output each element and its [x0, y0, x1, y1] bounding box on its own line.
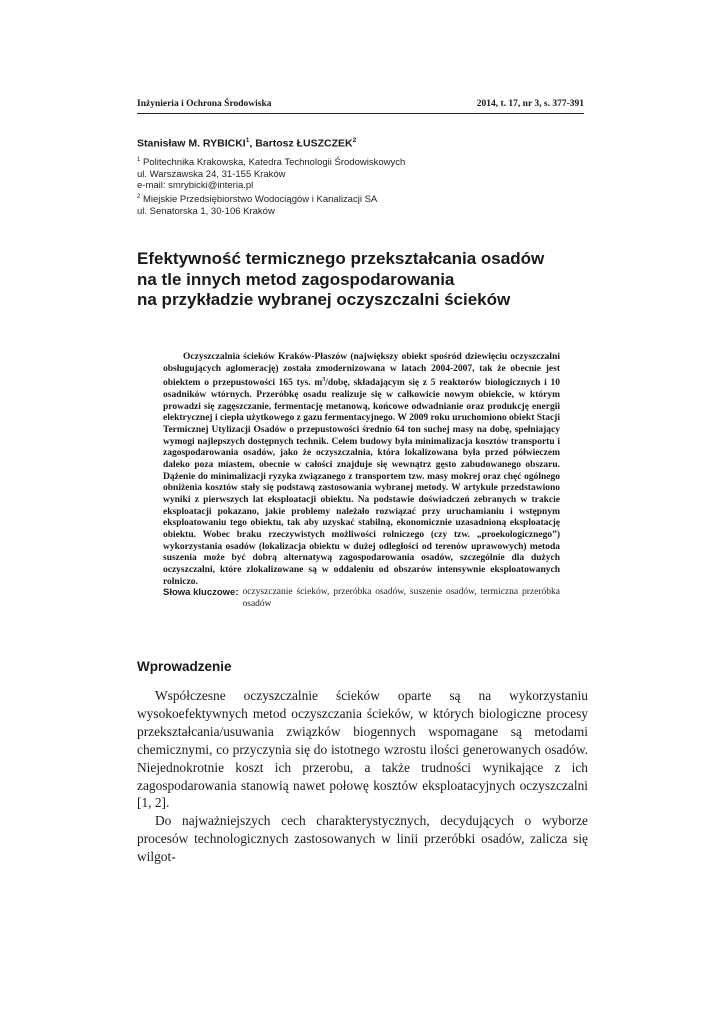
affiliation-email: e-mail: smrybicki@interia.pl [137, 180, 254, 192]
running-header [137, 99, 584, 109]
affiliation-mark: 1 [137, 157, 141, 163]
journal-name: Inżynieria i Ochrona Środowiska [137, 99, 272, 109]
author-name: Stanisław M. RYBICKI [137, 137, 246, 150]
header-rule [137, 113, 584, 114]
abstract [163, 352, 560, 588]
keywords-text: oczyszczanie ścieków, przeróbka osadów, suszenie osadów, termiczna przeróbka osadów [242, 587, 560, 609]
title-line: na tle innych metod zagospodarowania [137, 269, 455, 289]
affiliation-line: $^1$ Politechnika Krakowska, Katedra Technologii Środowiskowych [137, 157, 406, 169]
body-paragraph: Do najważniejszych cech charakterystycznych, decydujących o wyborze procesów technologicznych zastosowanych w linii przeróbki osadów, zalicza się wilgot- [137, 813, 588, 865]
affiliations [137, 155, 405, 217]
affiliation-mark: 2 [137, 193, 141, 200]
affiliation-line: ul. Warszawska 24, 31-155 Kraków [137, 168, 286, 180]
abstract-superscript: 3 [322, 377, 326, 384]
affiliation-line: ul. Senatorska 1, 30-106 Kraków [137, 205, 275, 217]
keywords [163, 587, 560, 610]
title-line: na przykładzie wybranej oczyszczalni ścieków [137, 290, 511, 309]
author-line [137, 137, 356, 150]
author-affiliation-mark: 1 [245, 137, 250, 144]
author-name: Bartosz ŁUSZCZEK [255, 137, 353, 150]
journal-citation: 2014, t. 17, nr 3, s. 377-391 [476, 99, 584, 109]
section-heading: Wprowadzenie [137, 659, 232, 674]
paper-title [137, 249, 597, 311]
author-separator: , [249, 137, 256, 150]
abstract-text: /dobę, składającym się z 5 reaktorów biologicznych i 10 osadników wtórnych. Przeróbkę osadu realizuje się w całkowicie nowym obiekcie, w którym prowadzi się zagęszczanie, fermentację metanową, końcowe odwadnianie oraz produkcję energii elektrycznej i ciepła użytkowego z gazu fermentacyjnego. W 2009 roku uruchomiono obiekt Stacji Termicznej Utylizacji Osadów o przepustowości średnio 64 ton suchej masy na dobę, spełniający wymogi najlepszych dostępnych technik. Celem budowy była minimalizacja kosztów transportu i zagospodarowania osadów, jako że oczyszczalnia, która lokalizowana była przed półwieczem daleko poza miastem, obecnie w całości znajduje się wewnątrz gęsto zabudowanego obszaru. Dążenie do minimalizacji ryzyka związanego z transportem tzw. masy mokrej oraz chęć ogólnego obniżenia kosztów stały się podstawą zastosowania wybranej metody. W artykule przedstawiono wyniki z pierwszych lat eksploatacji obiektu. Na podstawie doświadczeń zebranych w trakcie eksploatacji pokazano, jakie problemy należało rozwiązać przy uruchamianiu i wstępnym eksploatowaniu tego obiektu, tak aby uzyskać stabilną, ekonomicznie uzasadnioną eksploatację obiektu. Wobec braku rzeczywistych możliwości rolniczego (czy tzw. „proekologicznego”) wykorzystania osadów (lokalizacja obiektu w dużej odległości od terenów uprawowych) metoda suszenia może być dobrą alternatywą zagospodarowania osadów, szczególnie dla dużych oczyszczalni, które zlokalizowane są w oddaleniu od obszarów intensywnie eksploatowanych rolniczo. [163, 378, 561, 587]
keywords-label: Słowa kluczowe: [163, 587, 239, 598]
title-line: Efektywność termicznego przekształcania osadów [137, 249, 545, 268]
author-affiliation-mark: 2 [352, 137, 357, 144]
affiliation-line: $^2$ Miejskie Przedsiębiorstwo Wodociągów i Kanalizacji SA [137, 193, 378, 206]
body-text [137, 687, 588, 866]
body-paragraph: Współczesne oczyszczalnie ścieków oparte są na wykorzystaniu wysokoefektywnych metod oczyszczania ścieków, w których biologiczne procesy przekształcania/usuwania związków biogennych wspomagane są metodami chemicznymi, co przyczynia się do istotnego wzrostu ilości generowanych osadów. Niejednokrotnie koszt ich przerobu, a także trudności wynikające z ich zagospodarowania stanowią nawet połowę kosztów eksploatacyjnych oczyszczalni [1, 2]. [137, 688, 588, 811]
abstract-text: Oczyszczalnia ścieków Kraków-Płaszów (największy obiekt spośród dziewięciu oczyszczalni obsługujących aglomerację) została zmodernizowana w latach 2004-2007, tak że obecnie jest obiektem o przepustowości 165 tys. m [163, 352, 560, 389]
